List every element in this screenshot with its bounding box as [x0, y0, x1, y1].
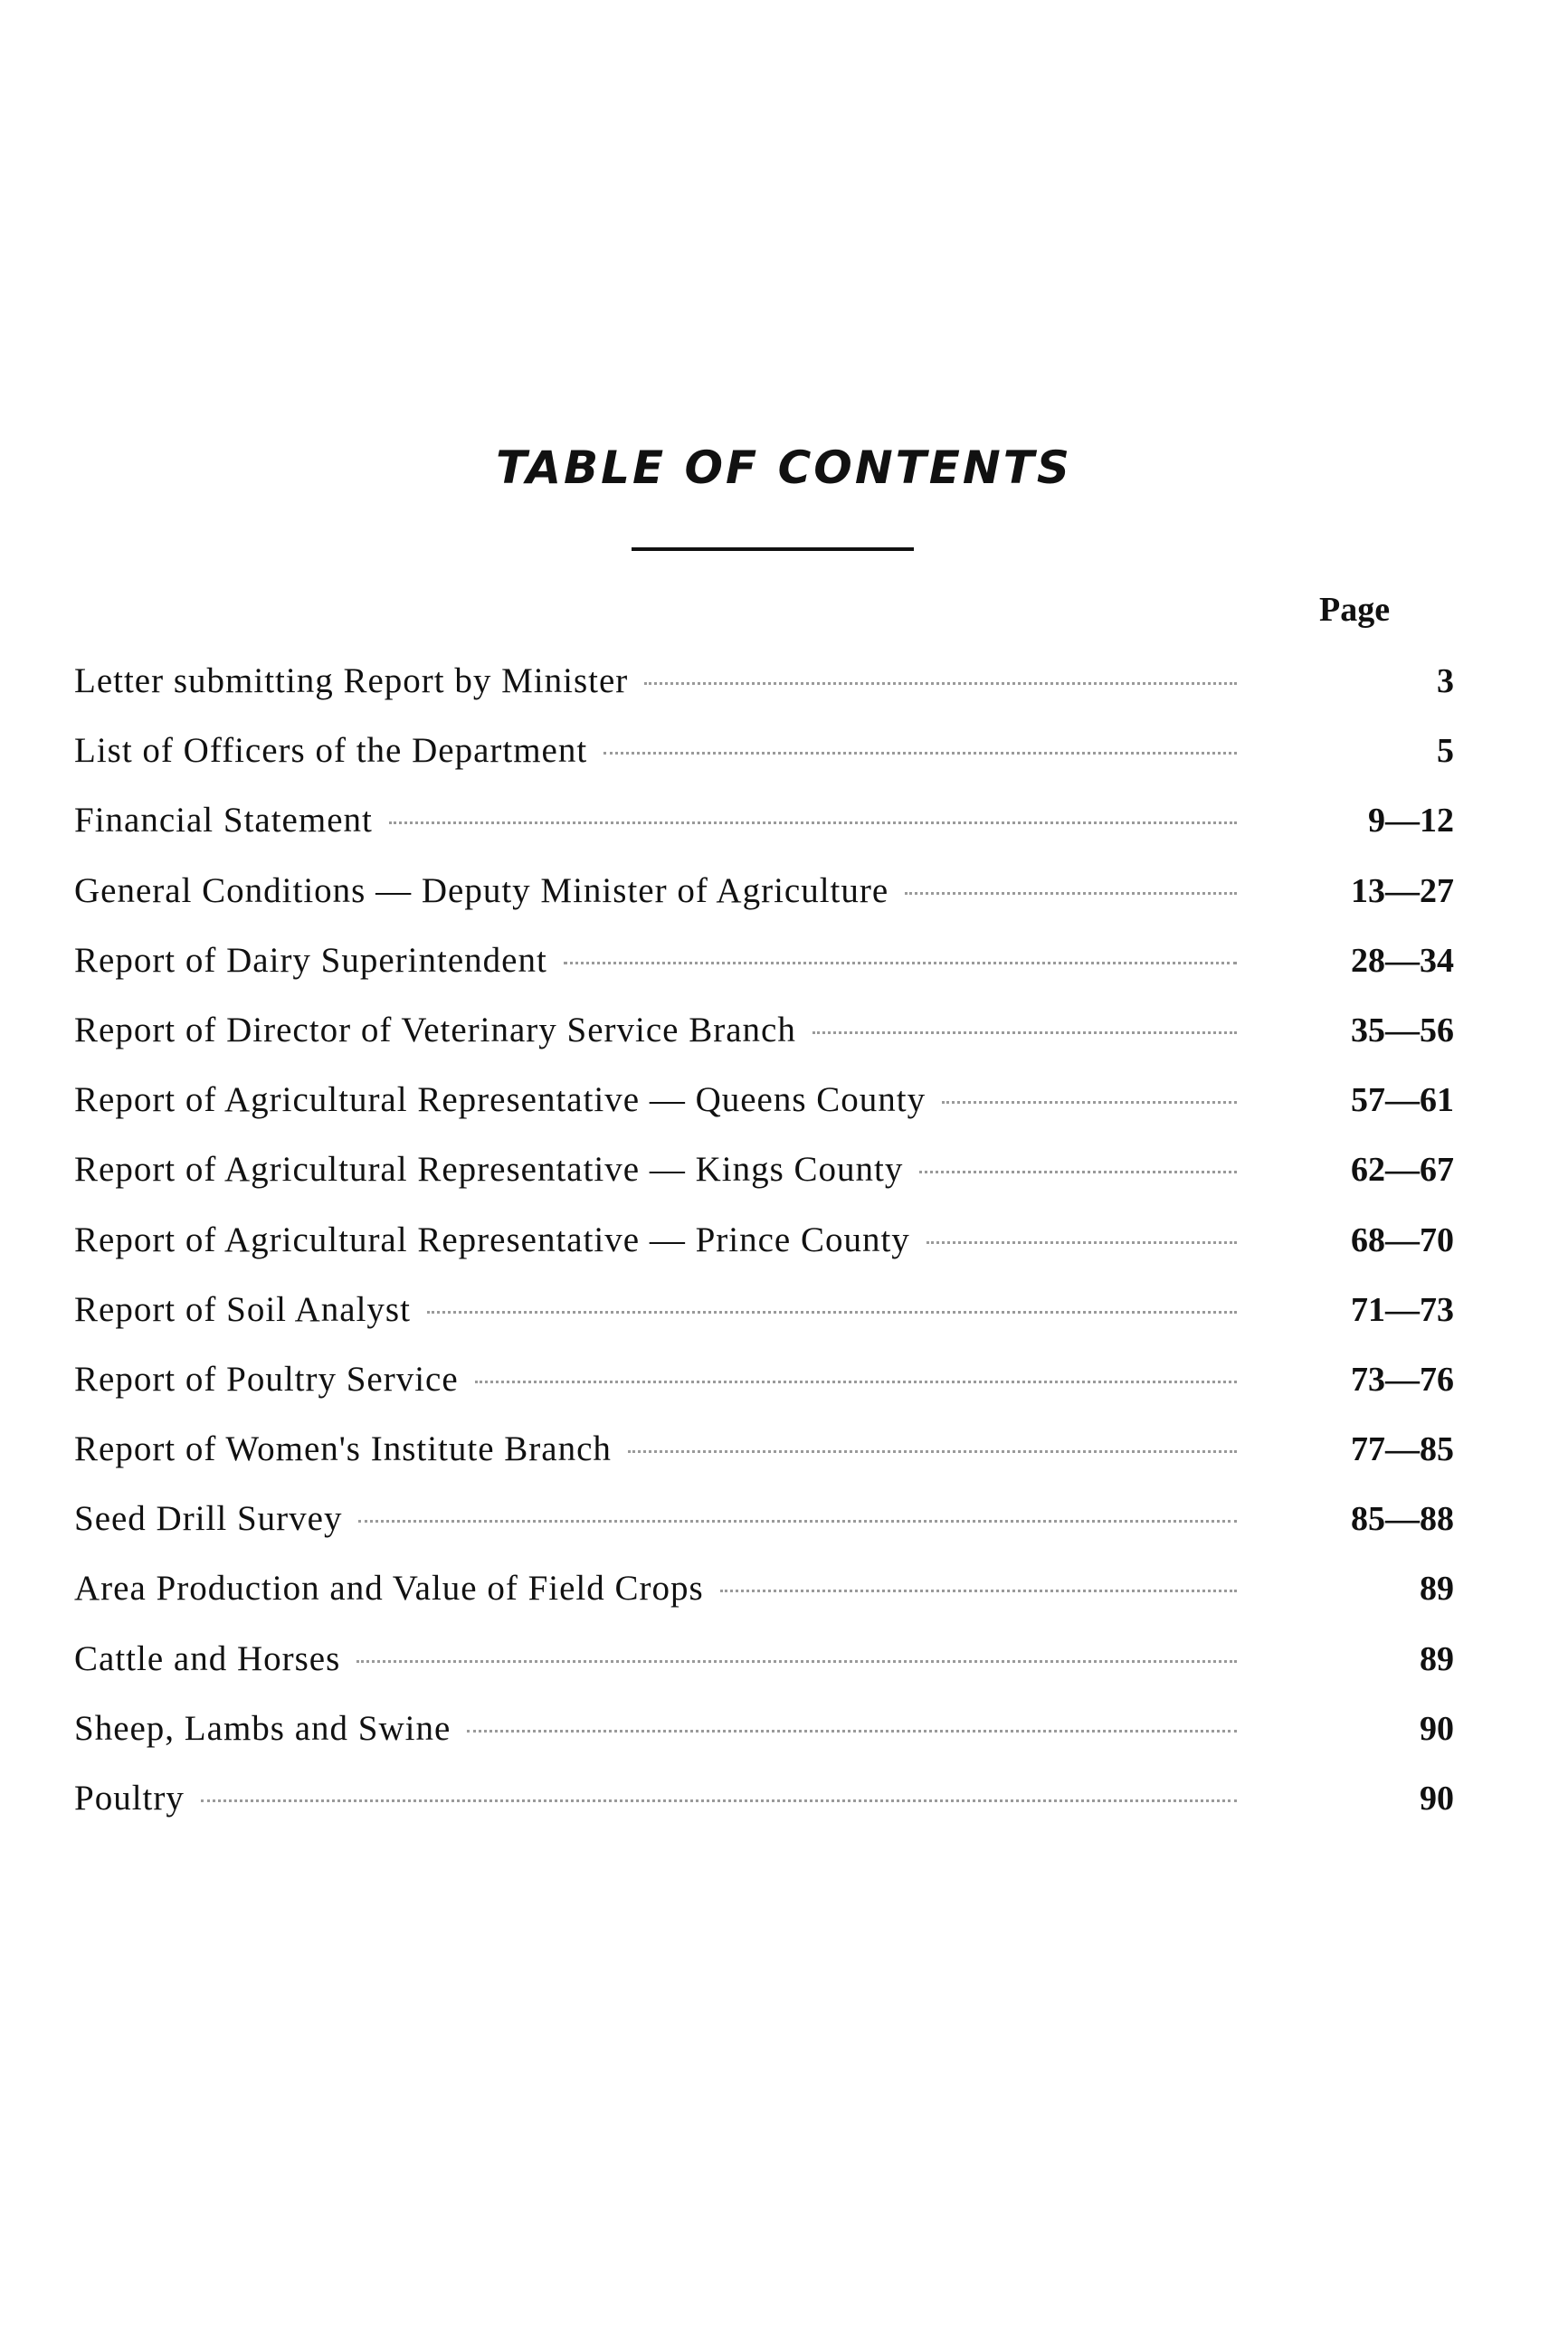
toc-entry-page: 71—73 — [1351, 1290, 1454, 1329]
dot-leader — [427, 1311, 1237, 1314]
dot-leader — [644, 682, 1237, 685]
toc-entry-title: Report of Agricultural Representative — Kings County — [74, 1150, 904, 1190]
toc-entry-title: Report of Agricultural Representative — Queens County — [74, 1080, 927, 1120]
toc-entry — [74, 1289, 1454, 1359]
toc-entry-title: Report of Agricultural Representative — Prince County — [74, 1220, 910, 1259]
toc-entry — [74, 1498, 1454, 1568]
toc-entry — [74, 870, 1454, 940]
toc-entry-page: 28—34 — [1351, 941, 1454, 980]
dot-leader — [201, 1799, 1237, 1802]
toc-entry-page: 13—27 — [1351, 871, 1454, 910]
dot-leader — [356, 1660, 1237, 1663]
dot-leader — [389, 821, 1237, 824]
dot-leader — [720, 1590, 1237, 1592]
toc-entry — [74, 1778, 1454, 1847]
toc-entry-page: 35—56 — [1351, 1011, 1454, 1049]
toc-entry-page: 90 — [1420, 1780, 1454, 1818]
toc-entry — [74, 1079, 1454, 1149]
table-of-contents — [74, 660, 1454, 1847]
toc-entry-title: Letter submitting Report by Minister — [74, 661, 629, 700]
dot-leader — [813, 1031, 1237, 1034]
toc-entry-title: Poultry — [74, 1779, 185, 1818]
toc-entry-page: 73—76 — [1351, 1360, 1454, 1399]
toc-entry-title: Report of Women's Institute Branch — [74, 1429, 612, 1469]
toc-entry — [74, 660, 1454, 730]
toc-entry-page: 62—67 — [1351, 1151, 1454, 1190]
toc-entry-title: Cattle and Horses — [74, 1638, 341, 1678]
toc-entry-page: 77—85 — [1351, 1430, 1454, 1469]
toc-entry-page: 89 — [1420, 1639, 1454, 1678]
toc-entry — [74, 1708, 1454, 1778]
toc-entry — [74, 940, 1454, 1010]
toc-entry-page: 57—61 — [1351, 1081, 1454, 1120]
dot-leader — [603, 752, 1237, 755]
page-column-header: Page — [1319, 591, 1391, 629]
toc-entry-title: Report of Soil Analyst — [74, 1289, 411, 1329]
dot-leader — [942, 1101, 1237, 1104]
toc-entry — [74, 1429, 1454, 1498]
toc-entry — [74, 800, 1454, 869]
dot-leader — [905, 892, 1237, 895]
dot-leader — [628, 1450, 1237, 1453]
dot-leader — [927, 1241, 1237, 1244]
toc-entry — [74, 1568, 1454, 1638]
toc-entry — [74, 730, 1454, 800]
toc-entry-page: 89 — [1420, 1570, 1454, 1609]
page-title: TABLE OF CONTENTS — [496, 441, 1072, 494]
toc-entry-title: Report of Dairy Superintendent — [74, 940, 547, 980]
dot-leader — [564, 962, 1237, 964]
title-underline-rule — [632, 547, 914, 551]
toc-entry — [74, 1010, 1454, 1079]
toc-entry-title: Seed Drill Survey — [74, 1499, 343, 1539]
toc-entry-title: Financial Statement — [74, 801, 373, 840]
dot-leader — [919, 1171, 1237, 1173]
toc-entry-page: 3 — [1437, 662, 1454, 700]
toc-entry — [74, 1220, 1454, 1289]
toc-entry-title: List of Officers of the Department — [74, 731, 588, 771]
toc-entry-page: 9—12 — [1368, 802, 1454, 840]
toc-entry-title: Report of Poultry Service — [74, 1359, 459, 1399]
dot-leader — [467, 1730, 1237, 1733]
toc-entry-page: 90 — [1420, 1709, 1454, 1748]
toc-entry-title: Report of Director of Veterinary Service Branch — [74, 1010, 796, 1049]
toc-entry-page: 68—70 — [1351, 1220, 1454, 1259]
dot-leader — [358, 1520, 1237, 1523]
dot-leader — [475, 1381, 1237, 1383]
toc-entry-page: 5 — [1437, 732, 1454, 771]
toc-entry-title: Area Production and Value of Field Crops — [74, 1569, 704, 1609]
toc-entry — [74, 1149, 1454, 1219]
toc-entry-title: General Conditions — Deputy Minister of Agriculture — [74, 870, 889, 910]
toc-entry-page: 85—88 — [1351, 1500, 1454, 1539]
toc-entry — [74, 1638, 1454, 1708]
toc-entry-title: Sheep, Lambs and Swine — [74, 1708, 451, 1748]
toc-entry — [74, 1359, 1454, 1429]
